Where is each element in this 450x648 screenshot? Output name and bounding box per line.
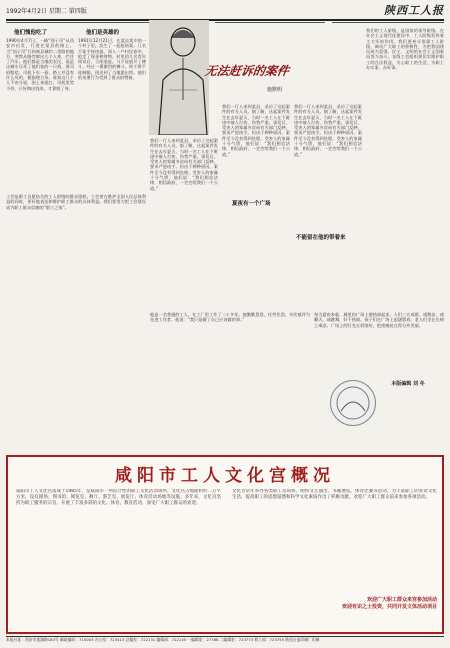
issue-date: 1992年4月2日 星期二 第四版 [6,8,87,15]
masthead [6,3,444,21]
headline-a4: 夏夜有一个广场 [232,201,271,207]
article-a5-body: 他是一名普通的工人，在工厂里工作了二十多年。他勤勤恳恳，任劳任怨，多次被评为先进工作者。他说：“我只是做了自己应该做的事。” [150,312,310,323]
advert-title: 咸阳市工人文化宫概况 [115,466,335,486]
headline-a1: 他们愧他吃了 [14,30,48,36]
banner-author: 施默明 [267,87,283,93]
illustration-portrait [149,20,209,135]
top-rule-right [332,22,444,23]
article-a6-body: 我们的工人阶级，是国家的领导阶级。在社会主义现代化建设中，工人阶级发挥着主力军的作用。我们要充分依靠工人阶级，调动广大职工的积极性，为把我国建设成为富强、民主、文明的社会主义国家而努力奋斗。各级工会组织要切实维护职工的合法权益，关心职工的生活，为职工办实事、办好事。 [366,28,444,71]
worker-sketch-icon [149,20,209,135]
cultural-palace-advert [6,455,444,634]
advert-footer-line2: 欢迎有识之士投资，共同开发文体活动项目 [341,604,437,610]
page-footer: 本报社址：西安市莲湖路183号 邮政编码：710003 办公室：723413 总编室：722131 编辑部：722145 一编辑室：27788 二编辑室：723773 群工部：723755 陕西日报印刷厂印刷 [6,636,444,645]
seal-icon [331,381,375,425]
seal-illustration [330,380,376,426]
article-a4-body: 每当夏夜来临，城里的广场上便热闹起来。人们三五成群，或散步，或聊天，或跳舞，好不热闹。孩子们在广场上追逐嬉戏，老人们坐在长椅上乘凉。广场上的灯光五彩缤纷，把夜晚装点得分外美丽。 [314,312,444,328]
article-a2-body: 1991年12月21日，在某县某乡的一个村子里，发生了一起抢劫案。几名歹徒手持凶器，闯入一户村民家中，抢走了现金和财物。村里的几名青年闻讯后，立即追赶，与歹徒展开了搏斗。经过一番激烈的搏斗，终于将歹徒制服，扭送到了当地派出所。他们的英勇行为受到了群众的赞扬。 [78,38,146,81]
newspaper-brand: 陕西工人报 [384,4,444,17]
banner-title: 无法赶诉的案件 [203,64,290,78]
advert-footer-line1: 欢迎广大职工群众来宫参加活动 [366,597,437,603]
article-a3-body-col2: 我们一行人来到某县，采访了这起案件的有关人员。据了解，这起案件发生在去年夏天，当时一名工人在下班途中被人打伤，伤势严重。事发后，受害人的家属多次向有关部门反映，要求严惩凶手。但由于种种原因，案件至今没有得到处理。受害人的家属十分气愤，他们说：“我们相信法律，相信政府，一定会给我们一个公道。” [222,104,290,157]
top-rule-left [6,22,151,23]
article-a7-body: 工会是职工自愿结合的工人阶级的群众组织。工会要在维护全国人民总体利益的同时，更好地表达和维护职工群众的具体利益。我们要努力把工会建设成为职工群众信赖的“职工之家”。 [6,194,146,210]
top-rule-mid [215,22,325,23]
advert-footer [232,597,437,611]
column-editor: 本版编辑 刘 冬 [391,381,425,387]
article-a1-body: 1990年4月7日，一辆“别子吊”从西安市出发，行进在某县的路上。当“别子吊”行到离县城约二里路的地方，突然从路旁窜出几个人来，拦住了汽车。他们都是当地的农民，说是这辆车压死了他们家的一只鸡，要司机赔偿。司机下车一看，路上并没有什么死鸡，便据理力争。谁知这几个人不由分说，围上来就打。司机见势不妙，只好掏出钱来，才算脱了身。 [6,38,74,91]
headline-a2: 他们是英雄的 [86,30,120,36]
article-a3-body-col1: 我们一行人来到某县，采访了这起案件的有关人员。据了解，这起案件发生在去年夏天，当时一名工人在下班途中被人打伤，伤势严重。事发后，受害人的家属多次向有关部门反映，要求严惩凶手。但由于种种原因，案件至今没有得到处理。受害人的家属十分气愤，他们说：“我们相信法律，相信政府，一定会给我们一个公道。” [150,138,218,191]
advert-body-right: 文化宫常年举办各类职工培训班，组织文艺演出、书画展览、体育比赛等活动，为丰富职工的业余文化生活，提高职工的思想道德和科学文化素质作出了积极贡献。欢迎广大职工群众前来参加各项活动。 [232,489,437,500]
article-a3-body-col3: 我们一行人来到某县，采访了这起案件的有关人员。据了解，这起案件发生在去年夏天，当时一名工人在下班途中被人打伤，伤势严重。事发后，受害人的家属多次向有关部门反映，要求严惩凶手。但由于种种原因，案件至今没有得到处理。受害人的家属十分气愤，他们说：“我们相信法律，相信政府，一定会给我们一个公道。” [294,104,362,157]
headline-banner [205,54,317,100]
advert-body-left: 咸阳市工人文化宫落成于1985年，是咸阳市一所综合性的职工文化活动场所。文化宫占地面积约二万平方米，设有剧场、图书馆、阅览室、舞厅、游艺室、展览厅、体育活动场地等设施。多年来，文化宫坚持为职工服务的宗旨，开展了丰富多彩的文化、体育、教育活动，深受广大职工群众的欢迎。 [16,489,221,506]
headline-a5: 不能留在他的带着来 [296,235,346,241]
